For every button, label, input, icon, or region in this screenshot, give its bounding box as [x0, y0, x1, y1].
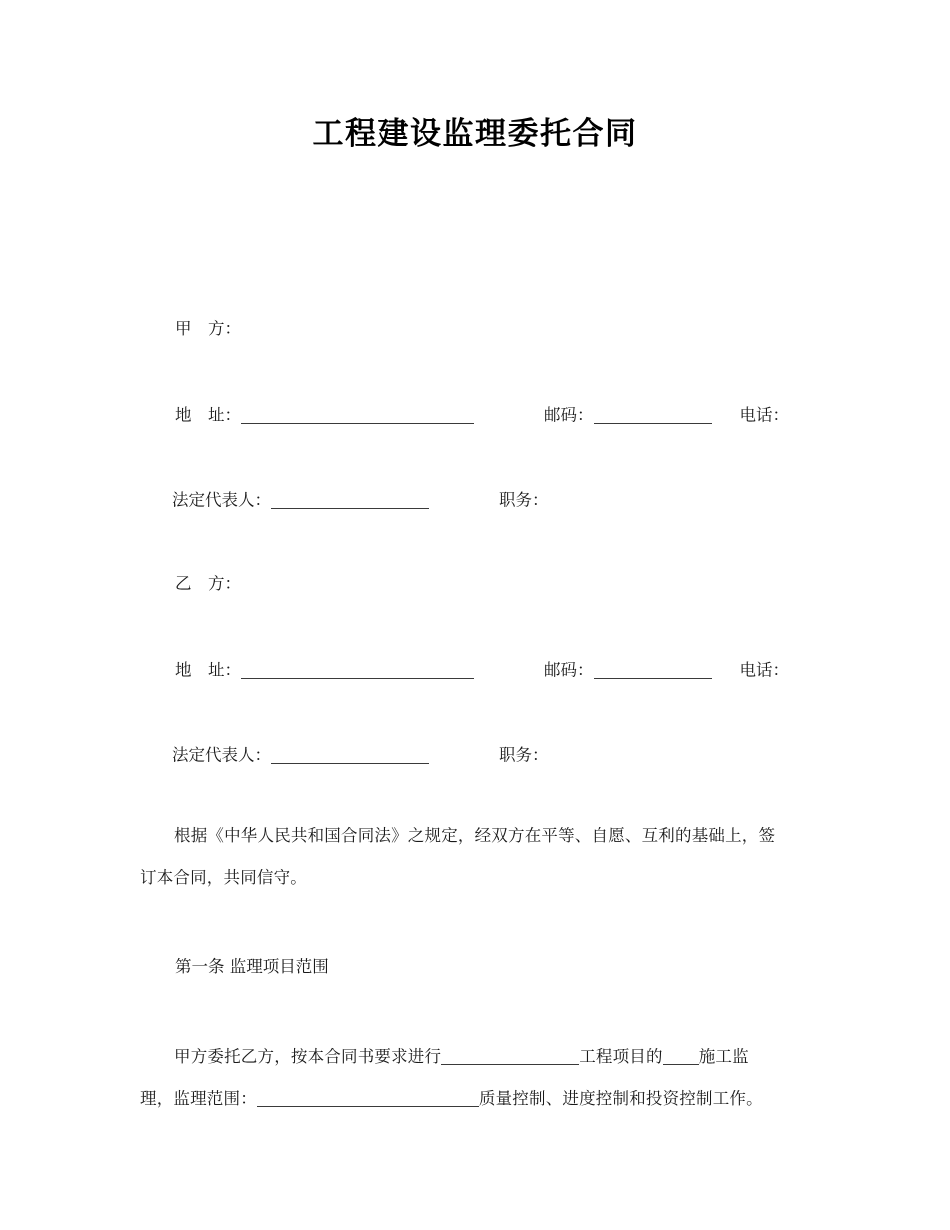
party-b-address-row	[175, 661, 789, 679]
project-name-blank[interactable]	[441, 1047, 579, 1065]
party-b-postcode-label: 邮码：	[544, 660, 594, 680]
page-title: 工程建设监理委托合同	[312, 116, 638, 152]
article-one-body-line2-suffix: 质量控制、进度控制和投资控制工作。	[478, 1089, 763, 1108]
preamble-line-1: 根据《中华人民共和国合同法》之规定，经双方在平等、自愿、互利的基础上，签	[174, 826, 776, 845]
article-one-heading	[175, 959, 329, 976]
party-b-address-label: 地 址：	[175, 660, 241, 680]
party-b-phone-label: 电话：	[739, 660, 789, 680]
party-a-label: 甲 方：	[175, 319, 241, 338]
article-one-body-mid: 工程项目的	[579, 1047, 663, 1066]
party-b-representative-blank[interactable]	[271, 746, 429, 764]
party-b-position-label: 职务：	[499, 745, 549, 765]
party-a-address-row	[175, 406, 789, 424]
article-one-body	[140, 1036, 840, 1120]
party-a-representative-blank[interactable]	[271, 491, 429, 509]
party-a-address-label: 地 址：	[175, 405, 241, 425]
supervision-scope-blank[interactable]	[257, 1089, 479, 1107]
party-b-representative-row	[172, 746, 549, 764]
party-b-label-row	[175, 576, 241, 593]
project-stage-blank[interactable]	[663, 1047, 699, 1065]
party-a-position-label: 职务：	[499, 490, 549, 510]
party-a-label-row	[175, 321, 241, 338]
preamble-paragraph	[140, 815, 830, 899]
party-b-address-blank[interactable]	[241, 661, 474, 679]
article-one-body-suffix: 施工监	[698, 1047, 749, 1066]
party-b-label: 乙 方：	[175, 574, 241, 593]
party-a-postcode-label: 邮码：	[544, 405, 594, 425]
party-a-postcode-blank[interactable]	[594, 406, 712, 424]
party-a-phone-label: 电话：	[739, 405, 789, 425]
party-b-representative-label: 法定代表人：	[172, 745, 271, 765]
party-a-representative-label: 法定代表人：	[172, 490, 271, 510]
preamble-line-2: 订本合同，共同信守。	[140, 868, 307, 887]
party-a-representative-row	[172, 491, 549, 509]
article-one-body-line2-prefix: 理，监理范围：	[140, 1089, 257, 1108]
party-b-postcode-blank[interactable]	[594, 661, 712, 679]
party-a-address-blank[interactable]	[241, 406, 474, 424]
article-one-body-prefix: 甲方委托乙方，按本合同书要求进行	[174, 1047, 442, 1066]
article-one-heading-text: 第一条 监理项目范围	[175, 957, 329, 976]
